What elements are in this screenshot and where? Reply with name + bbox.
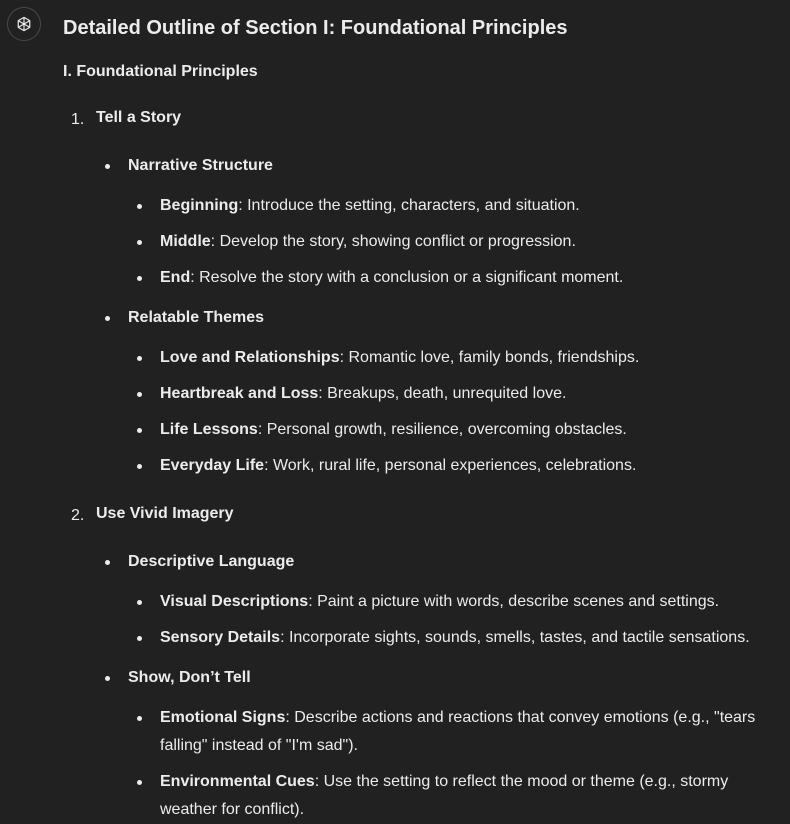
list-item [128, 344, 773, 372]
point-term: Visual Descriptions [160, 593, 309, 610]
outline-item [63, 502, 773, 824]
list-item [128, 228, 773, 256]
list-item [128, 380, 773, 408]
sub-title: Relatable Themes [128, 309, 265, 326]
point-text: : Romantic love, family bonds, friendships. [339, 349, 640, 366]
outline-list [63, 106, 773, 824]
sub-title: Show, Don’t Tell [128, 669, 251, 686]
point-text: : Breakups, death, unrequited love. [318, 385, 567, 402]
point-text: : Resolve the story with a conclusion or a significant moment. [190, 269, 624, 286]
assistant-avatar [7, 7, 41, 41]
point-term: End [160, 269, 191, 286]
sub-item [96, 154, 773, 292]
list-item [128, 624, 773, 652]
point-text: : Use the setting to reflect the mood or theme (e.g., stormy weather for conflict). [160, 773, 729, 818]
sub-item [96, 306, 773, 480]
point-text: : Personal growth, resilience, overcoming obstacles. [257, 421, 627, 438]
list-item [128, 416, 773, 444]
point-term: Beginning [160, 197, 239, 214]
point-term: Environmental Cues [160, 773, 315, 790]
point-text: : Describe actions and reactions that convey emotions (e.g., "tears falling" instead of "I'm sad"). [160, 709, 756, 754]
point-term: Middle [160, 233, 211, 250]
point-list [128, 704, 773, 824]
item-number: 2. [71, 507, 85, 524]
sub-list [96, 550, 773, 824]
openai-logo-icon [14, 14, 34, 34]
list-item [128, 192, 773, 220]
point-term: Everyday Life [160, 457, 265, 474]
point-text: : Work, rural life, personal experiences, celebrations. [264, 457, 637, 474]
point-text: : Introduce the setting, characters, and situation. [238, 197, 580, 214]
point-text: : Develop the story, showing conflict or progression. [210, 233, 576, 250]
list-item [128, 264, 773, 292]
sub-list [96, 154, 773, 480]
point-term: Heartbreak and Loss [160, 385, 319, 402]
list-item [128, 704, 773, 760]
message-title: Detailed Outline of Section I: Foundational Principles [63, 17, 568, 39]
point-term: Emotional Signs [160, 709, 286, 726]
message-content [63, 12, 773, 818]
point-term: Life Lessons [160, 421, 258, 438]
item-number: 1. [71, 111, 85, 128]
point-term: Sensory Details [160, 629, 281, 646]
list-item [128, 588, 773, 616]
outline-item [63, 106, 773, 480]
point-term: Love and Relationships [160, 349, 340, 366]
point-text: : Incorporate sights, sounds, smells, tastes, and tactile sensations. [280, 629, 750, 646]
point-list [128, 192, 773, 292]
list-item [128, 768, 773, 824]
point-text: : Paint a picture with words, describe scenes and settings. [308, 593, 720, 610]
item-title: Use Vivid Imagery [96, 505, 234, 522]
sub-title: Descriptive Language [128, 553, 295, 570]
sub-item [96, 550, 773, 652]
point-list [128, 344, 773, 480]
sub-title: Narrative Structure [128, 157, 273, 174]
point-list [128, 588, 773, 652]
section-heading: I. Foundational Principles [63, 63, 258, 80]
list-item [128, 452, 773, 480]
item-title: Tell a Story [96, 109, 182, 126]
sub-item [96, 666, 773, 824]
